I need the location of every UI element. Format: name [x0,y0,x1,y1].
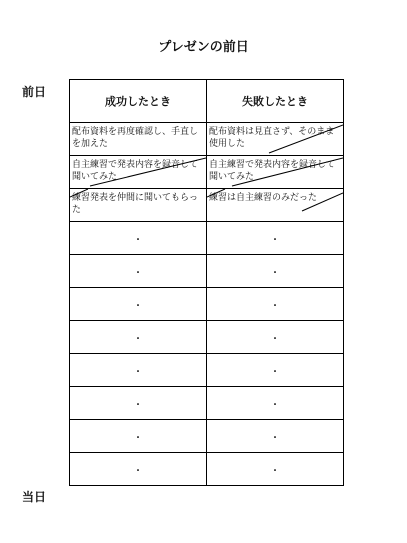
cell-failure [207,288,344,321]
cell-text: 自主練習で発表内容を録音して聞いてみた [72,160,199,182]
header-row [70,80,344,123]
cell-text: 配布資料を再度確認し、手直しを加えた [72,127,199,149]
table-row [70,453,344,486]
cell-failure [207,354,344,387]
cell-failure [207,189,344,222]
strikethrough-line [207,123,343,155]
label-day-of: 当日 [22,490,47,504]
cell-bullet: ・ [270,466,280,477]
cell-success [70,321,207,354]
cell-failure [207,156,344,189]
cell-success [70,222,207,255]
cell-bullet: ・ [270,268,280,279]
cell-bullet: ・ [270,301,280,312]
table-row [70,420,344,453]
cell-bullet: ・ [133,367,143,378]
cell-bullet: ・ [270,334,280,345]
cell-failure [207,255,344,288]
table-row [70,156,344,189]
cell-success [70,453,207,486]
cell-bullet: ・ [270,433,280,444]
cell-success [70,387,207,420]
cell-success [70,123,207,156]
comparison-table [69,79,344,486]
cell-text: 練習発表を仲間に聞いてもらった [72,193,199,215]
cell-bullet: ・ [133,235,143,246]
header-success: 成功したとき [70,80,207,123]
cell-success [70,420,207,453]
table-row [70,354,344,387]
cell-failure [207,321,344,354]
cell-bullet: ・ [133,433,143,444]
cell-bullet: ・ [270,400,280,411]
cell-text: 自主練習で発表内容を録音して聞いてみた [209,160,336,182]
cell-success [70,189,207,222]
header-failure: 失敗したとき [207,80,344,123]
cell-bullet: ・ [133,400,143,411]
label-previous-day: 前日 [22,85,47,99]
cell-failure [207,123,344,156]
strikethrough-line [207,189,343,221]
page-title: プレゼンの前日 [158,40,249,55]
table-row [70,288,344,321]
strikethrough-line [70,189,206,221]
cell-success [70,255,207,288]
cell-failure [207,453,344,486]
strikethrough-line [70,156,206,188]
table-row [70,255,344,288]
cell-bullet: ・ [133,268,143,279]
cell-bullet: ・ [270,367,280,378]
cell-bullet: ・ [133,301,143,312]
cell-bullet: ・ [270,235,280,246]
table-row [70,123,344,156]
cell-text: 配布資料は見直さず、そのまま使用した [209,127,335,149]
cell-bullet: ・ [133,466,143,477]
cell-failure [207,222,344,255]
table-row [70,321,344,354]
table-row [70,222,344,255]
table-row [70,387,344,420]
cell-success [70,156,207,189]
cell-success [70,288,207,321]
cell-bullet: ・ [133,334,143,345]
table-row [70,189,344,222]
cell-failure [207,420,344,453]
cell-failure [207,387,344,420]
cell-success [70,354,207,387]
cell-text: 練習は自主練習のみだった [209,193,318,203]
strikethrough-line [207,156,343,188]
